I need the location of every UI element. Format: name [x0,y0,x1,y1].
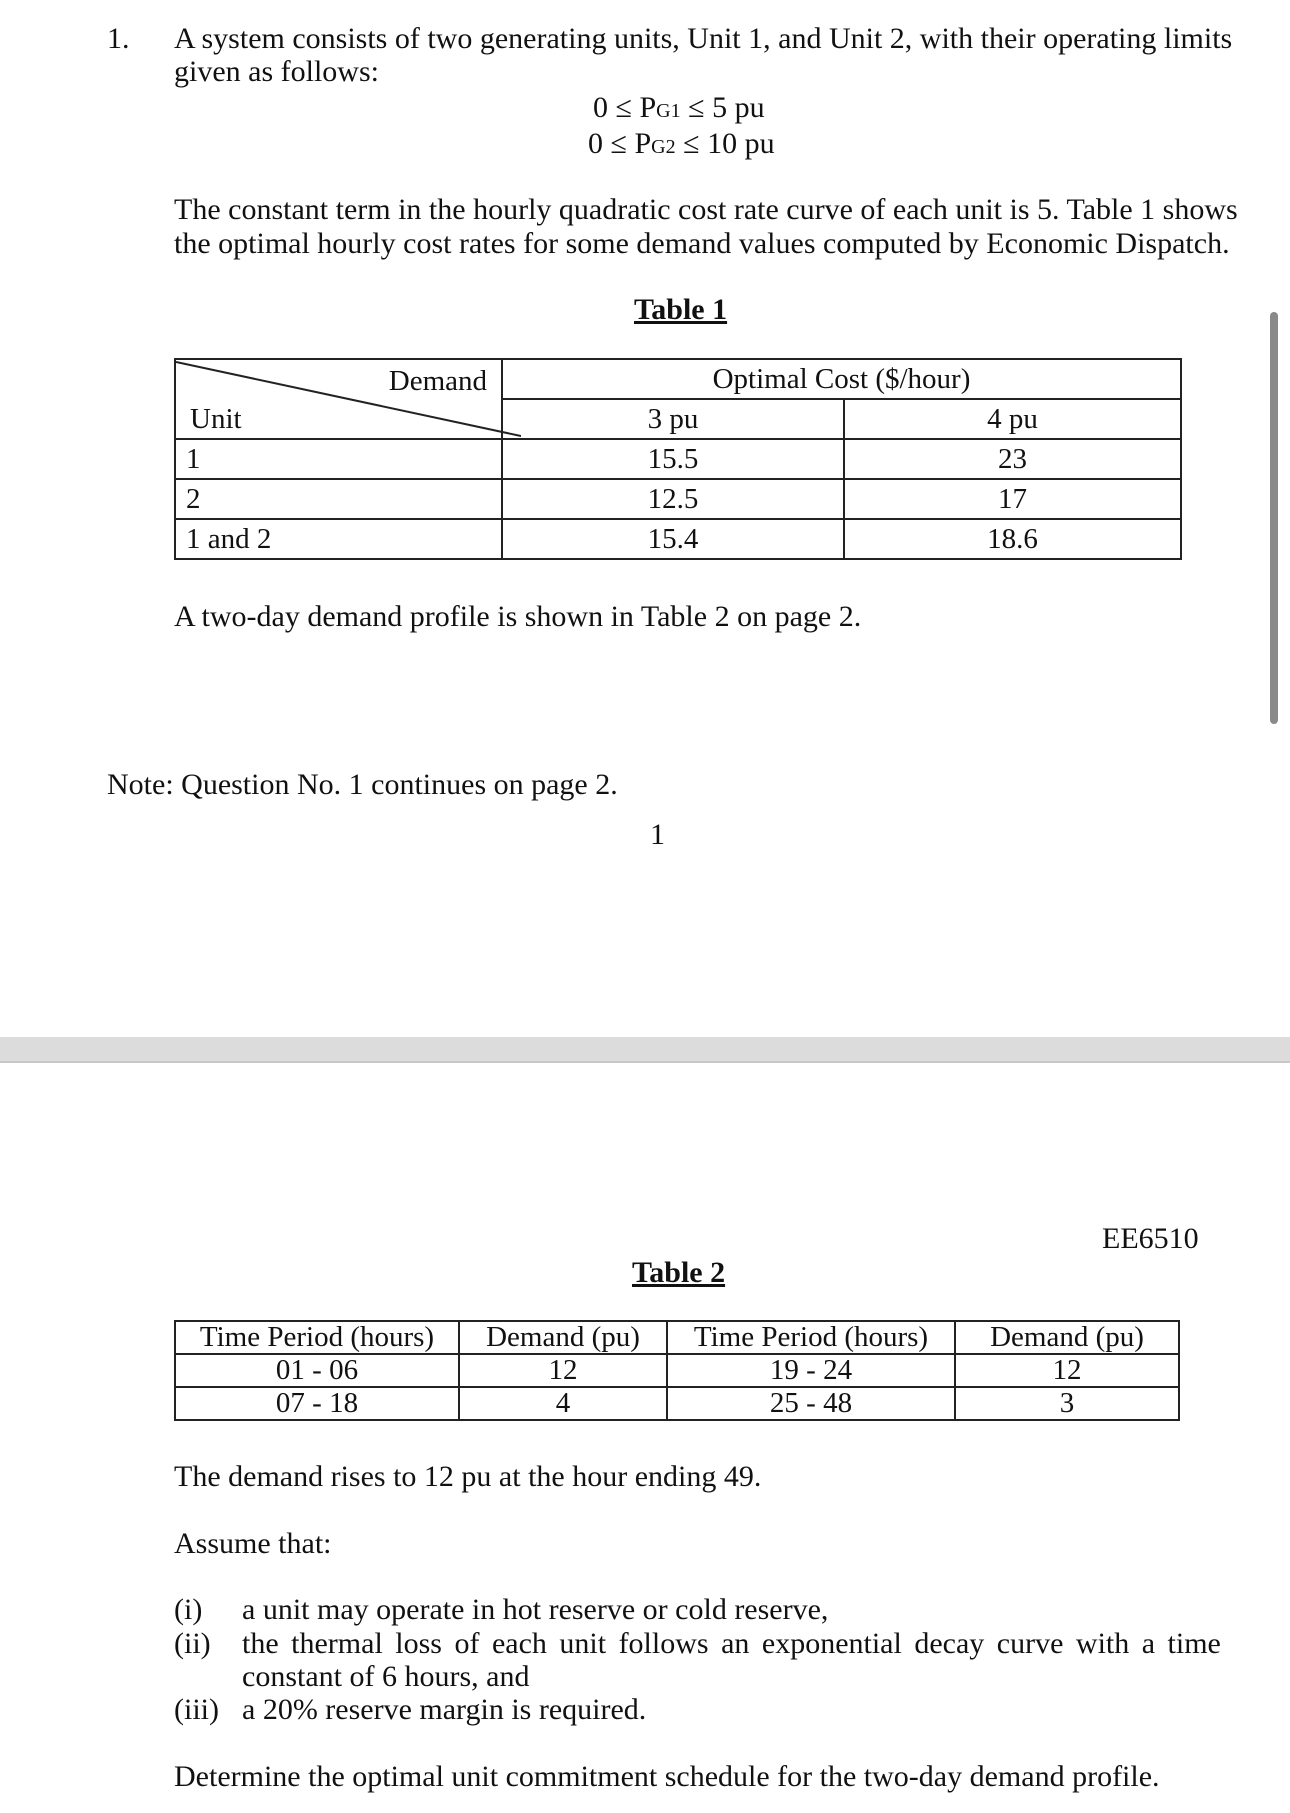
table2-header: Time Period (hours) [667,1321,955,1354]
task-text: Determine the optimal unit commitment schedule for the two-day demand profile. [174,1760,1160,1793]
table2-cell: 01 - 06 [175,1354,459,1387]
table1-col-4pu: 4 pu [844,399,1181,439]
assume-heading: Assume that: [174,1527,332,1560]
table1-corner-cell [175,359,502,439]
table-row [175,519,1181,559]
table-2 [174,1320,1180,1421]
table1-cell: 12.5 [502,479,844,519]
table1-cell: 15.5 [502,439,844,479]
table-row [175,439,1181,479]
table-1 [174,358,1182,560]
page-number: 1 [650,818,665,851]
corner-label-demand: Demand [388,365,487,397]
question-number: 1. [107,22,130,55]
table2-cell: 25 - 48 [667,1387,955,1420]
table2-header: Time Period (hours) [175,1321,459,1354]
assumption-text: a 20% reserve margin is required. [242,1693,647,1726]
paragraph-line-2: the optimal hourly cost rates for some demand values computed by Economic Dispatch. [174,227,1230,260]
table1-col-3pu: 3 pu [502,399,844,439]
limit-unit-2: 0 ≤ PG2 ≤ 10 pu [588,127,775,160]
table2-cell: 4 [459,1387,667,1420]
table1-unit-cell: 2 [175,479,502,519]
table-row [175,1354,1179,1387]
table2-title: Table 2 [632,1256,726,1289]
table2-cell: 3 [955,1387,1179,1420]
table1-cell: 18.6 [844,519,1181,559]
page-separator-edge [0,1061,1290,1063]
limit-unit-1: 0 ≤ PG1 ≤ 5 pu [593,91,765,124]
scrollbar-thumb[interactable] [1270,312,1278,724]
table1-unit-cell: 1 [175,439,502,479]
table1-cell: 23 [844,439,1181,479]
paragraph-line-1: The constant term in the hourly quadratic cost rate curve of each unit is 5. Table 1 shows [174,193,1238,226]
table1-group-header: Optimal Cost ($/hour) [502,359,1181,399]
table-row [175,1387,1179,1420]
profile-note: A two-day demand profile is shown in Table 2 on page 2. [174,600,862,633]
table1-title: Table 1 [634,293,728,326]
assumption-text: the thermal loss of each unit follows an exponential decay curve with a time [242,1627,1221,1660]
course-code: EE6510 [1102,1222,1199,1255]
table1-unit-cell: 1 and 2 [175,519,502,559]
table2-cell: 07 - 18 [175,1387,459,1420]
assumption-text: a unit may operate in hot reserve or cold reserve, [242,1593,829,1626]
table2-cell: 12 [459,1354,667,1387]
table2-cell: 12 [955,1354,1179,1387]
assumption-label: (iii) [174,1693,219,1726]
table2-header: Demand (pu) [955,1321,1179,1354]
assumption-label: (i) [174,1593,203,1626]
continue-note: Note: Question No. 1 continues on page 2. [107,768,618,801]
assumption-text-cont: constant of 6 hours, and [242,1660,530,1693]
demand-rise-text: The demand rises to 12 pu at the hour ending 49. [174,1460,762,1493]
assumption-label: (ii) [174,1627,211,1660]
table2-header: Demand (pu) [459,1321,667,1354]
corner-label-unit: Unit [190,403,242,435]
page-separator [0,1037,1290,1061]
table-row [175,479,1181,519]
intro-line-1: A system consists of two generating units, Unit 1, and Unit 2, with their operating limits [174,22,1233,55]
table1-cell: 15.4 [502,519,844,559]
table1-cell: 17 [844,479,1181,519]
table2-cell: 19 - 24 [667,1354,955,1387]
intro-line-2: given as follows: [174,55,379,88]
